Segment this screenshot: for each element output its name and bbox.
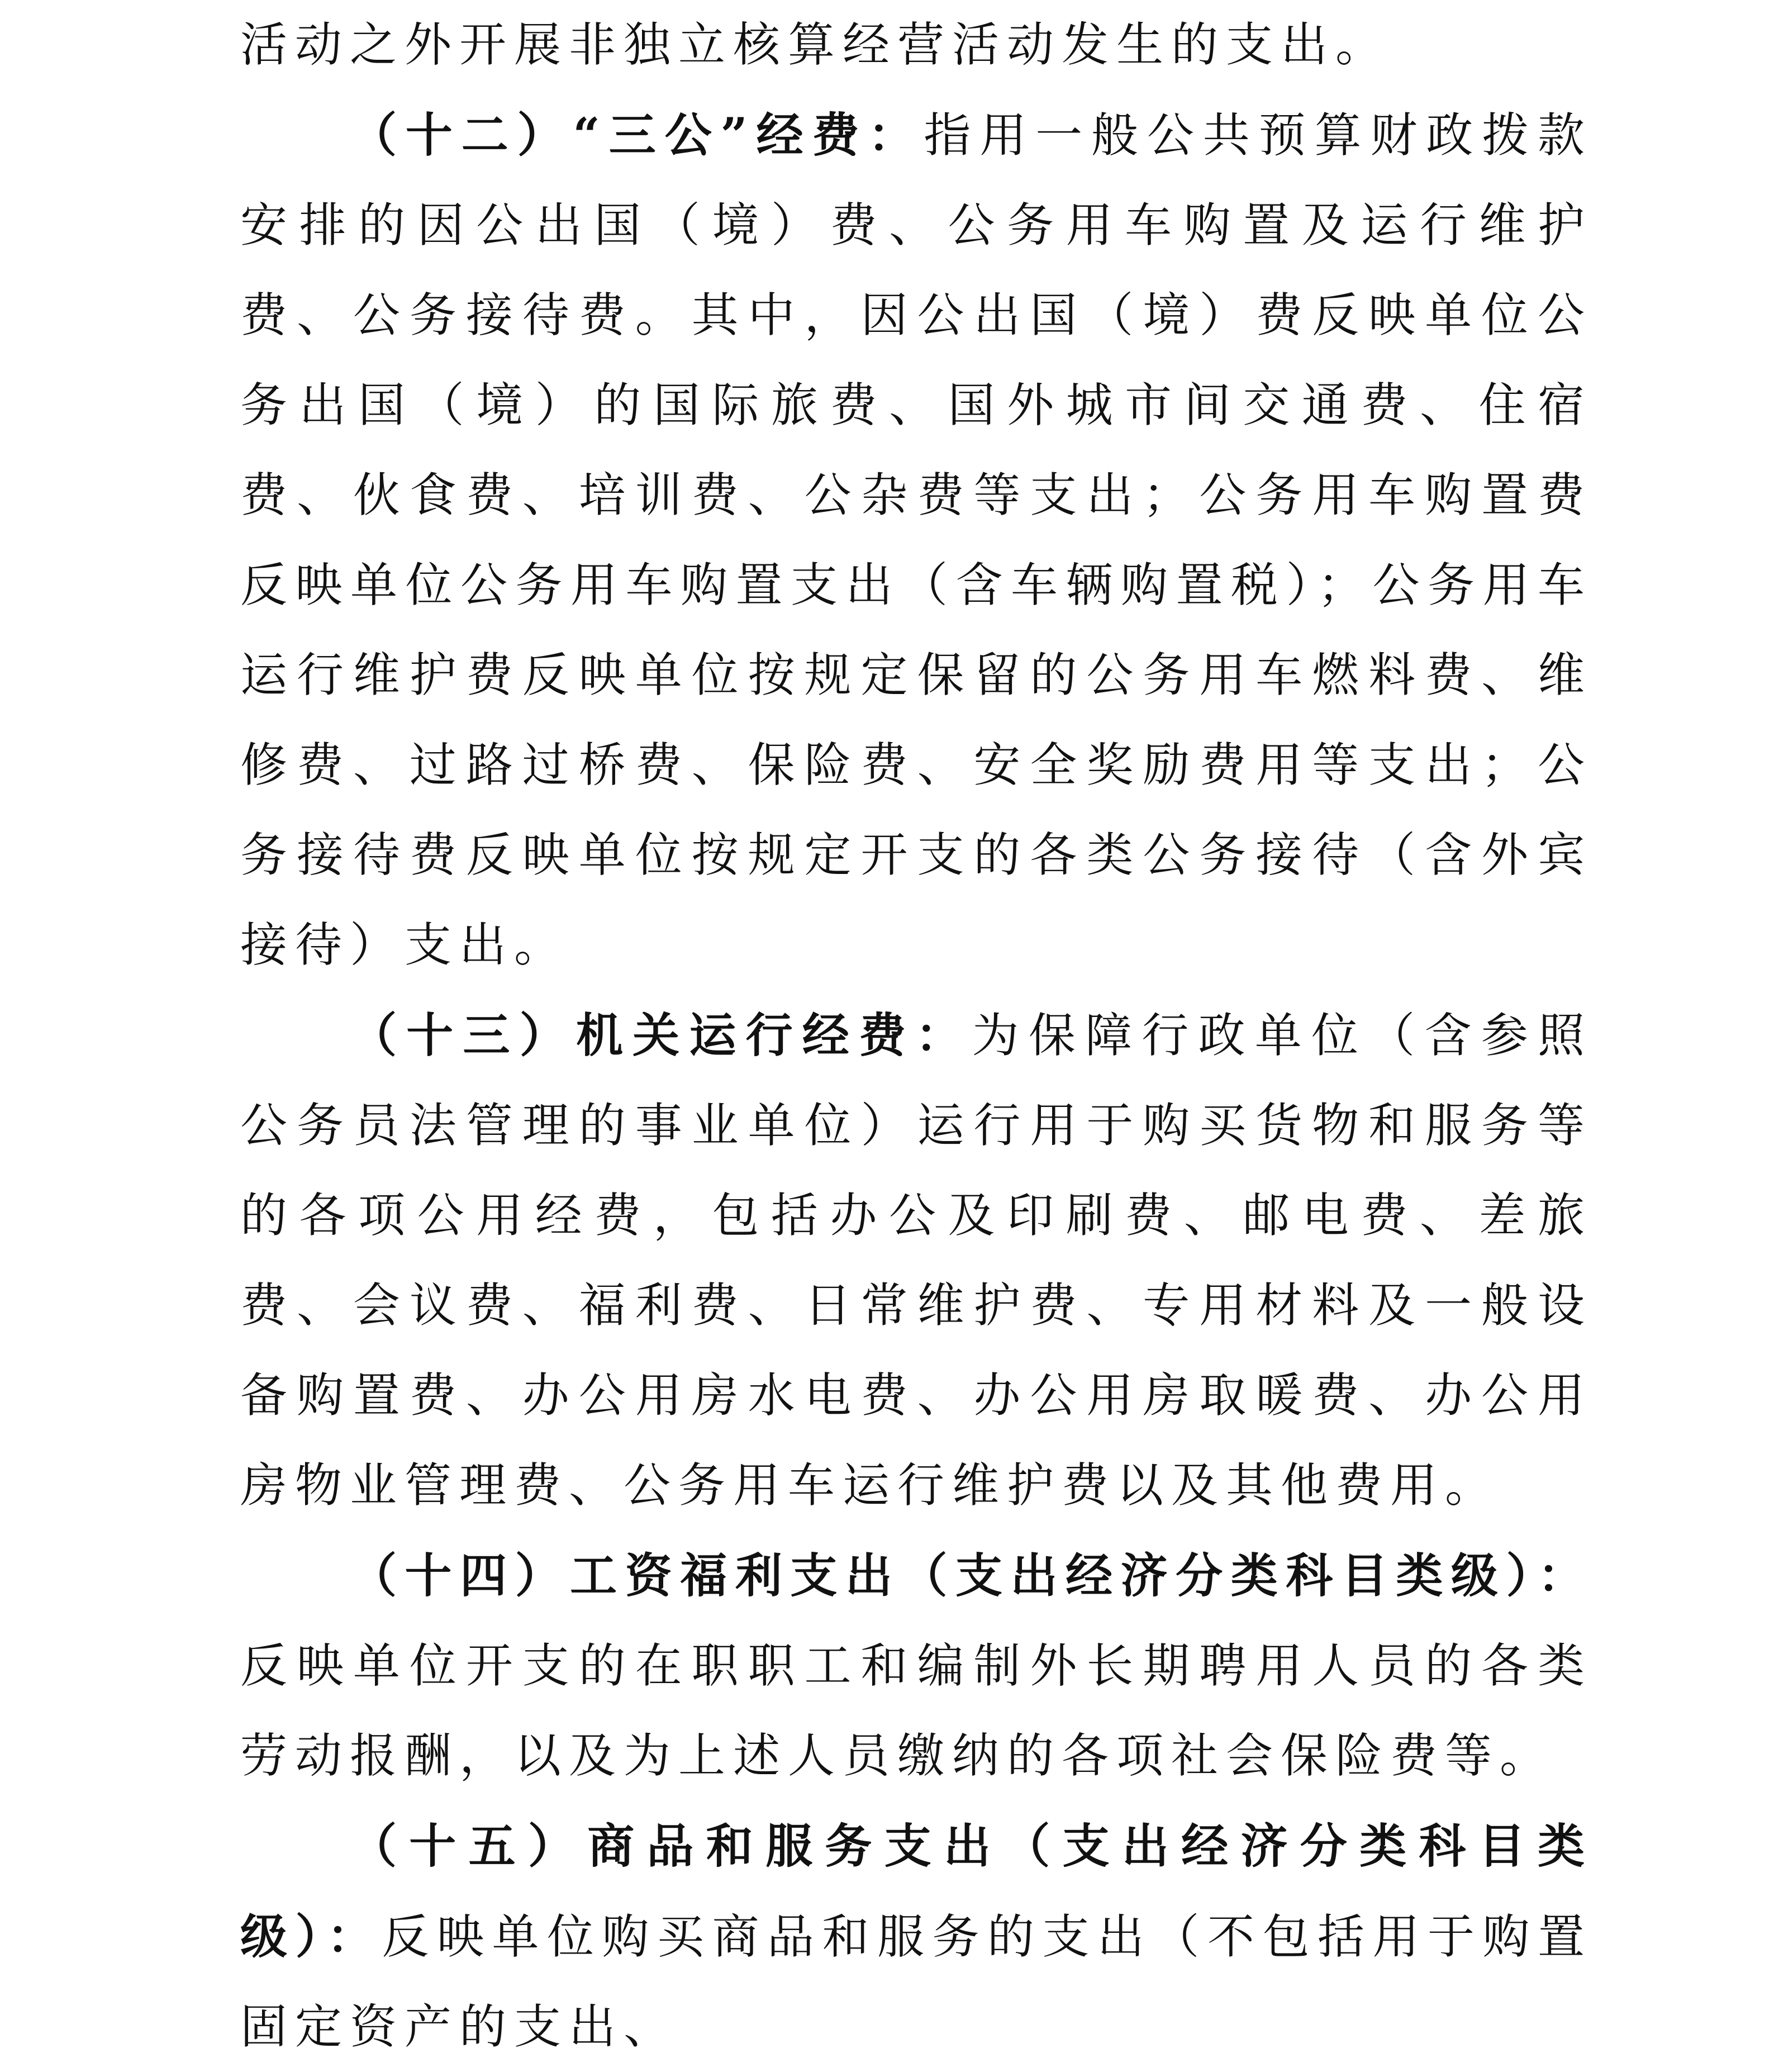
paragraph-item-15 xyxy=(240,1801,1592,2072)
paragraph-item-14 xyxy=(240,1531,1592,1801)
paragraph-body: 活动之外开展非独立核算经营活动发生的支出。 xyxy=(240,17,1391,72)
paragraph-body: 反映单位购买商品和服务的支出（不包括用于购置固定资产的支出、 xyxy=(240,1909,1592,2054)
paragraph-heading: （十五）商品和服务支出（支出经济分类科目类级）： xyxy=(240,1818,1592,1964)
paragraph-heading: （十四）工资福利支出（支出经济分类科目类级）： xyxy=(350,1548,1592,1603)
paragraph-heading: （十二）“三公”经费： xyxy=(350,107,924,163)
paragraph-heading: （十三）机关运行经费： xyxy=(350,1008,972,1063)
paragraph-item-13 xyxy=(240,990,1592,1531)
document-body xyxy=(240,0,1592,2072)
paragraph-item-12 xyxy=(240,90,1592,990)
paragraph-body: 反映单位开支的在职职工和编制外长期聘用人员的各类劳动报酬，以及为上述人员缴纳的各项社会保险费等。 xyxy=(240,1638,1592,1783)
paragraph-body: 指用一般公共预算财政拨款安排的因公出国（境）费、公务用车购置及运行维护费、公务接待费。其中，因公出国（境）费反映单位公务出国（境）的国际旅费、国外城市间交通费、住宿费、伙食费、培训费、公杂费等支出；公务用车购置费反映单位公务用车购置支出（含车辆购置税）；公务用车运行维护费反映单位按规定保留的公务用车燃料费、维修费、过路过桥费、保险费、安全奖励费用等支出；公务接待费反映单位按规定开支的各类公务接待（含外宾接待）支出。 xyxy=(240,108,1592,972)
paragraph-continuation xyxy=(240,0,1592,90)
paragraph-body: 为保障行政单位（含参照公务员法管理的事业单位）运行用于购买货物和服务等的各项公用经费，包括办公及印刷费、邮电费、差旅费、会议费、福利费、日常维护费、专用材料及一般设备购置费、办公用房水电费、办公用房取暖费、办公用房物业管理费、公务用车运行维护费以及其他费用。 xyxy=(240,1008,1592,1513)
